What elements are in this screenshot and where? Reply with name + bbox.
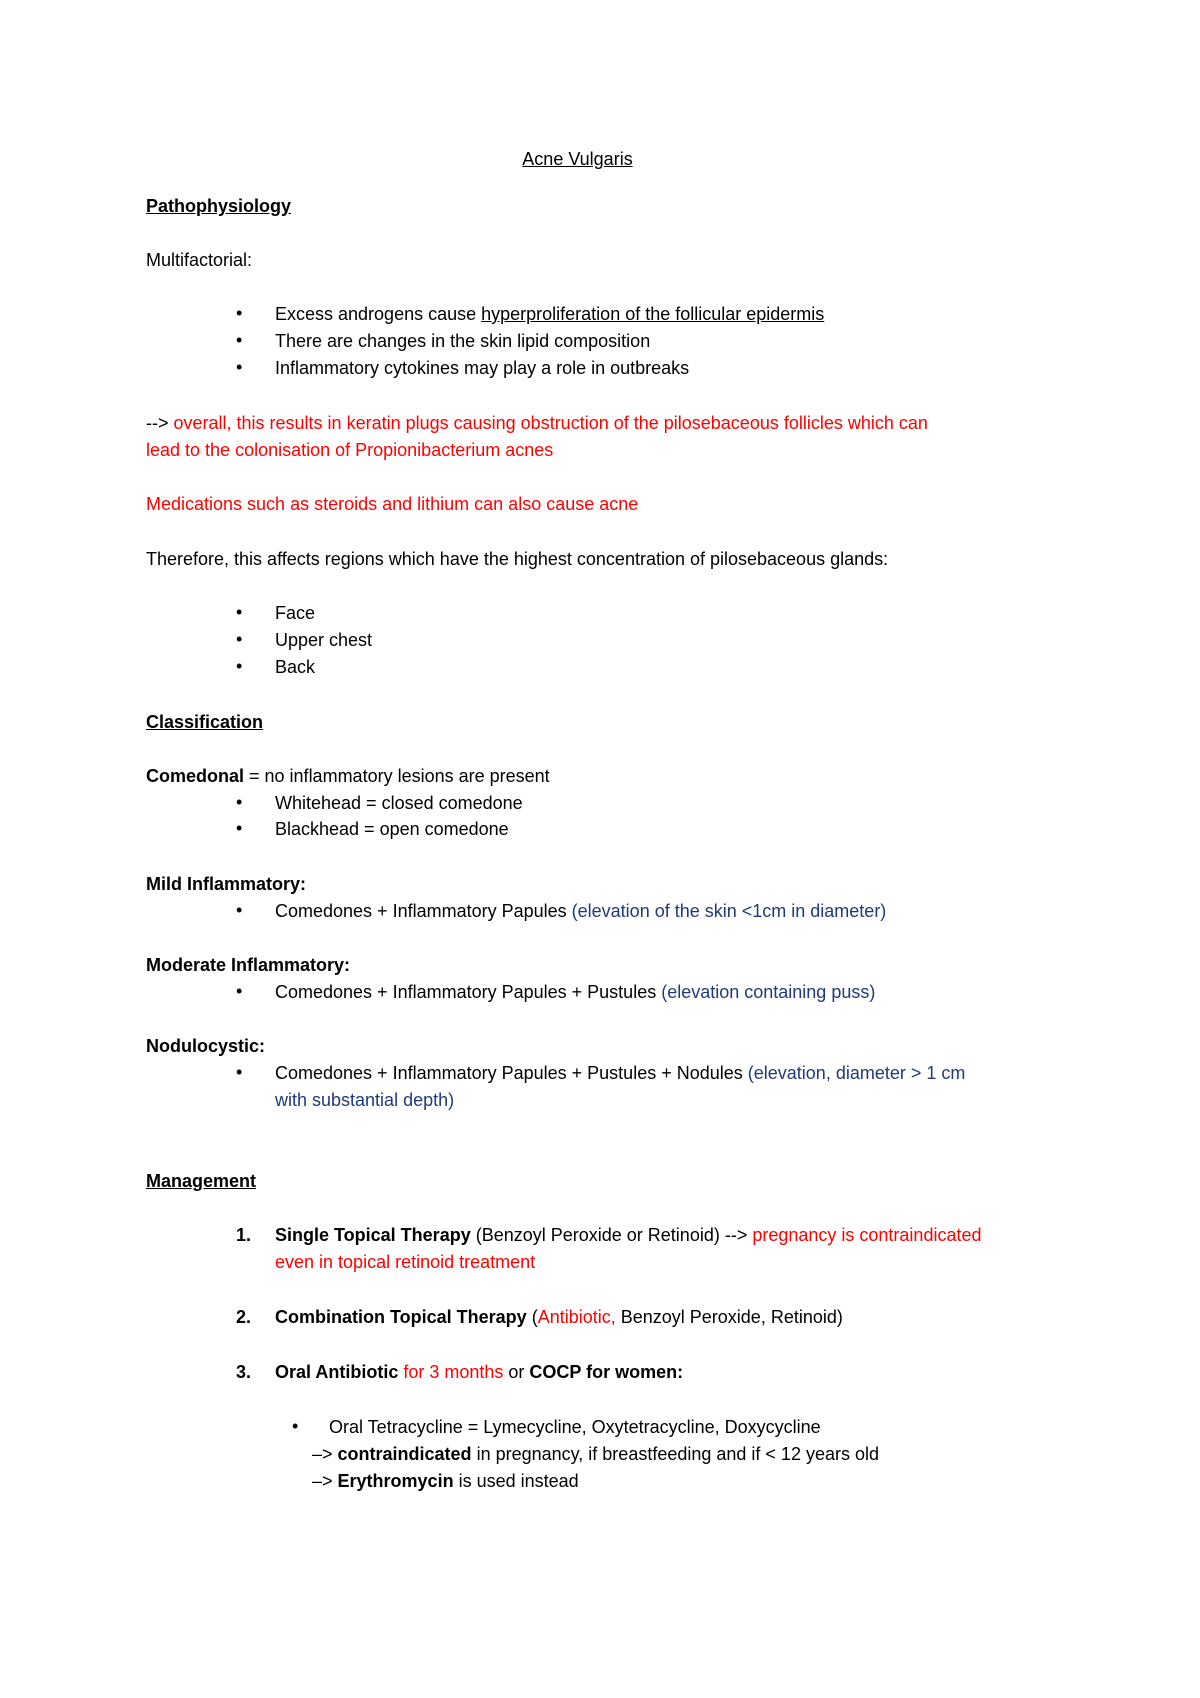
nodulocystic-label: Nodulocystic: bbox=[146, 1036, 266, 1056]
management-heading: Management bbox=[146, 1171, 257, 1191]
bullet-icon: • bbox=[236, 900, 243, 920]
bullet-icon: • bbox=[236, 629, 243, 649]
list-item: There are changes in the skin lipid composition bbox=[275, 331, 651, 351]
list-item: Inflammatory cytokines may play a role in outbreaks bbox=[275, 358, 690, 378]
list-item: Excess androgens cause hyperproliferation of the follicular epidermis bbox=[275, 304, 825, 324]
mild-label: Mild Inflammatory: bbox=[146, 874, 307, 894]
bullet-icon: • bbox=[236, 656, 243, 676]
comedonal-line: Comedonal = no inflammatory lesions are present bbox=[146, 766, 550, 786]
multifactorial-label: Multifactorial: bbox=[146, 250, 253, 270]
therefore-text: Therefore, this affects regions which have the highest concentration of pilosebaceous glands: bbox=[146, 549, 889, 569]
medications-note: Medications such as steroids and lithium can also cause acne bbox=[146, 494, 639, 514]
overall-line-2: lead to the colonisation of Propionibacterium acnes bbox=[146, 440, 554, 460]
management-step-2: Combination Topical Therapy (Antibiotic, Benzoyl Peroxide, Retinoid) bbox=[275, 1307, 843, 1327]
step-number: 2. bbox=[236, 1307, 252, 1327]
overall-line-1: --> overall, this results in keratin plugs causing obstruction of the pilosebaceous follicles which can bbox=[146, 413, 928, 433]
moderate-label: Moderate Inflammatory: bbox=[146, 955, 351, 975]
bullet-icon: • bbox=[236, 981, 243, 1001]
management-step-3: Oral Antibiotic for 3 months or COCP for women: bbox=[275, 1362, 684, 1382]
bullet-icon: • bbox=[292, 1416, 299, 1436]
bullet-icon: • bbox=[236, 303, 243, 323]
list-item: Comedones + Inflammatory Papules (elevation of the skin <1cm in diameter) bbox=[275, 901, 887, 921]
bullet-icon: • bbox=[236, 792, 243, 812]
list-item: Face bbox=[275, 603, 316, 623]
classification-heading: Classification bbox=[146, 712, 264, 732]
bullet-icon: • bbox=[236, 818, 243, 838]
step-number: 3. bbox=[236, 1362, 252, 1382]
contraindication-line: –> contraindicated in pregnancy, if breastfeeding and if < 12 years old bbox=[312, 1444, 879, 1464]
bullet-icon: • bbox=[236, 1062, 243, 1082]
step-number: 1. bbox=[236, 1225, 252, 1245]
list-item: Back bbox=[275, 657, 316, 677]
list-item: Comedones + Inflammatory Papules + Pustules (elevation containing puss) bbox=[275, 982, 876, 1002]
list-item: Oral Tetracycline = Lymecycline, Oxytetracycline, Doxycycline bbox=[329, 1417, 821, 1437]
bullet-icon: • bbox=[236, 330, 243, 350]
document-title: Acne Vulgaris bbox=[522, 149, 633, 169]
bullet-icon: • bbox=[236, 357, 243, 377]
management-step-1: Single Topical Therapy (Benzoyl Peroxide or Retinoid) --> pregnancy is contraindicated bbox=[275, 1225, 982, 1245]
bullet-icon: • bbox=[236, 602, 243, 622]
pathophysiology-heading: Pathophysiology bbox=[146, 196, 292, 216]
management-step-1-cont: even in topical retinoid treatment bbox=[275, 1252, 536, 1272]
list-item: Whitehead = closed comedone bbox=[275, 793, 523, 813]
list-item: Blackhead = open comedone bbox=[275, 819, 509, 839]
list-item: Comedones + Inflammatory Papules + Pustules + Nodules (elevation, diameter > 1 cm bbox=[275, 1063, 966, 1083]
erythromycin-line: –> Erythromycin is used instead bbox=[312, 1471, 579, 1491]
nodulocystic-note-cont: with substantial depth) bbox=[275, 1090, 455, 1110]
list-item: Upper chest bbox=[275, 630, 373, 650]
